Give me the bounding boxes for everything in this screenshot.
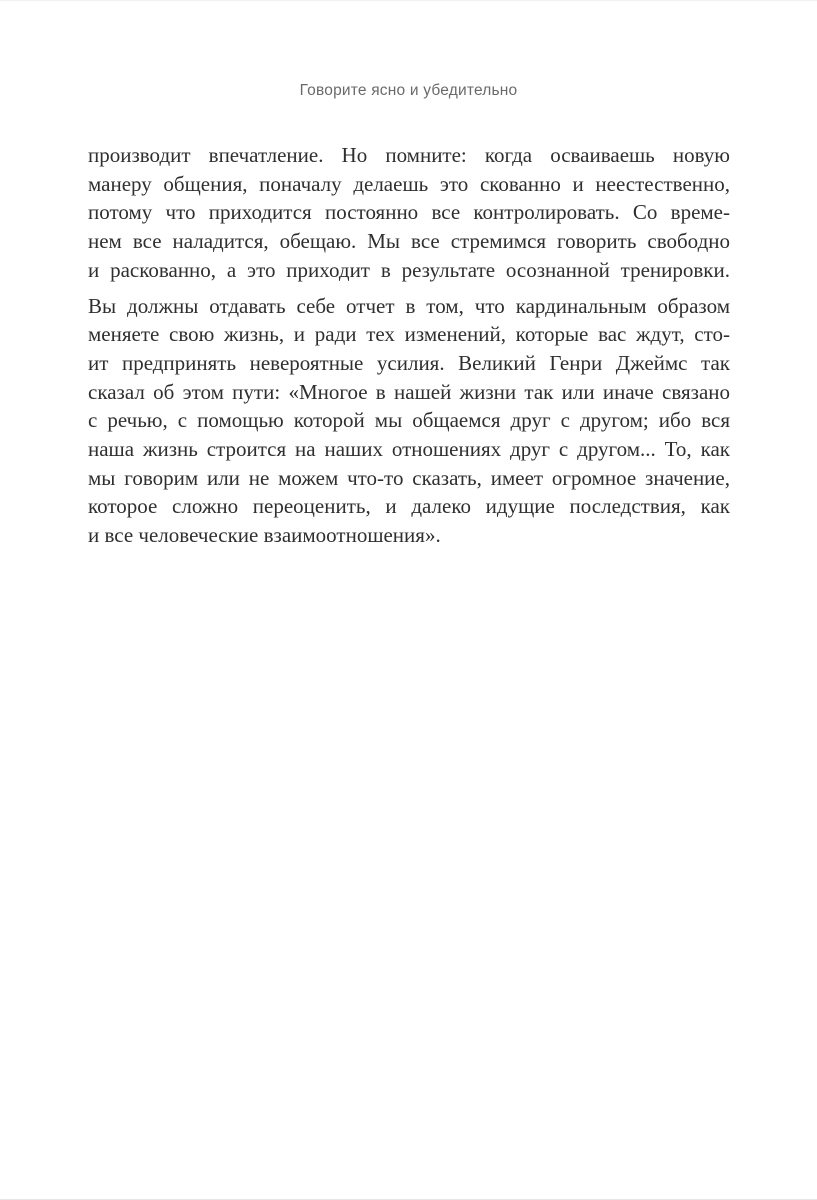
text-line: мы говорим или не можем что-то сказать, имеет огромное значение, (88, 465, 730, 490)
text-line: манеру общения, поначалу делаешь это скованно и неестественно, (88, 171, 730, 196)
text-line: и раскованно, а это приходит в результате осознанной тренировки. (88, 257, 730, 282)
paragraph (88, 292, 730, 550)
text-line: меняете свою жизнь, и ради тех изменений, которые вас ждут, сто- (88, 322, 730, 347)
text-line: и все человеческие взаимоотношения». (88, 523, 441, 548)
text-line: нем все наладится, обещаю. Мы все стремимся говорить свободно (88, 229, 730, 254)
text-line: ит предпринять невероятные усилия. Великий Генри Джеймс так (88, 350, 730, 375)
text-line: с речью, с помощью которой мы общаемся друг с другом; ибо вся (88, 408, 730, 433)
text-line: производит впечатление. Но помните: когда осваиваешь новую (88, 143, 730, 167)
text-line: Вы должны отдавать себе отчет в том, что кардинальным образом (88, 293, 730, 318)
text-line: потому что приходится постоянно все контролировать. Со време- (88, 200, 730, 225)
paragraph (88, 141, 730, 285)
text-line: наша жизнь строится на наших отношениях друг с другом... То, как (88, 437, 730, 462)
text-line: которое сложно переоценить, и далеко идущие последствия, как (88, 494, 730, 519)
running-header: Говорите ясно и убедительно (299, 82, 518, 99)
text-line: сказал об этом пути: «Многое в нашей жизни так или иначе связано (88, 379, 730, 404)
body-text (88, 141, 730, 550)
